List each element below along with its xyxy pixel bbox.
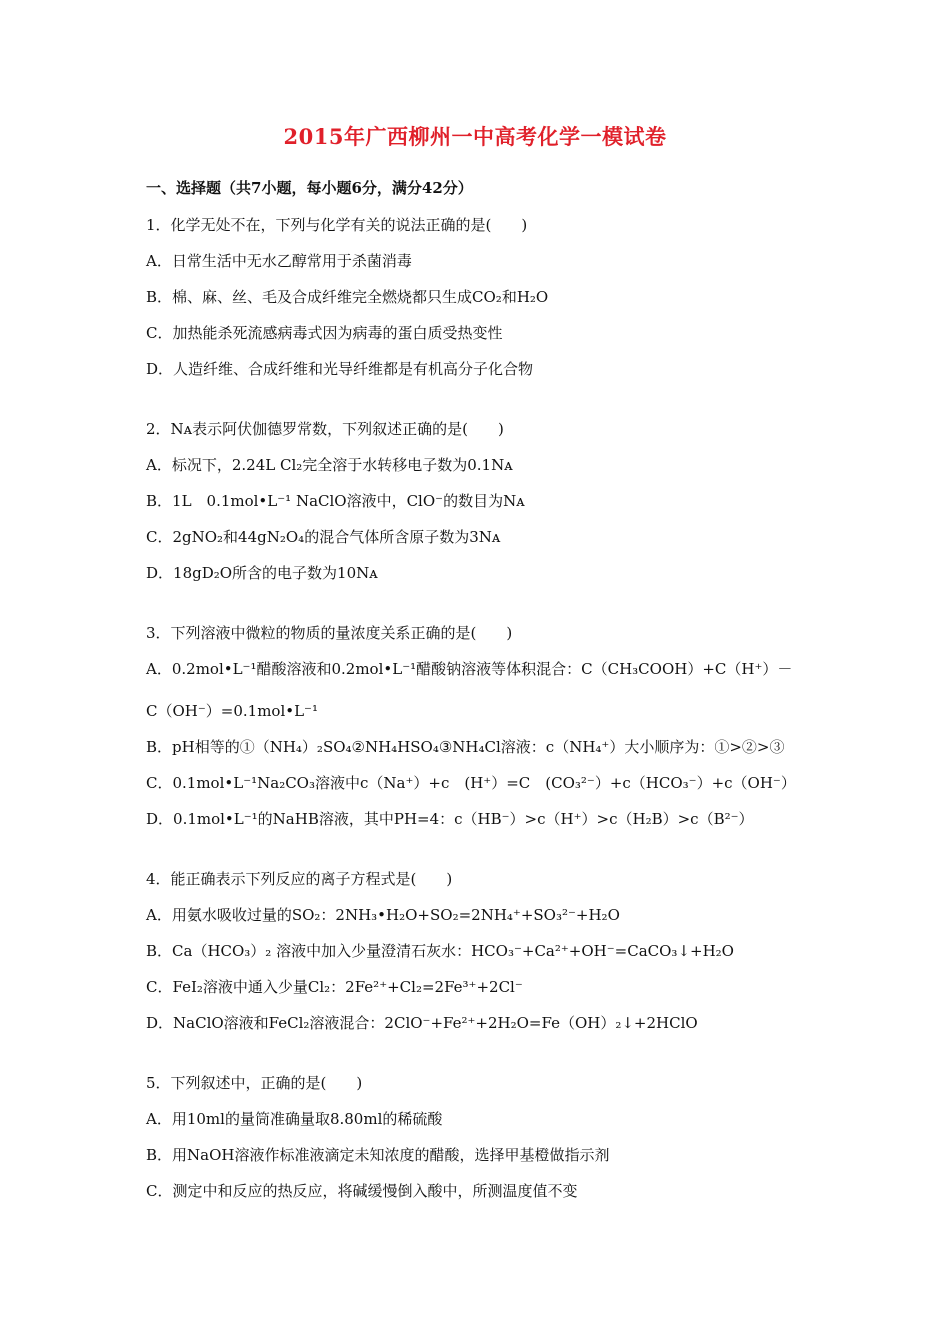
page-title: 2015年广西柳州一中高考化学一模试卷 — [283, 124, 667, 149]
question-5-option-c: C．测定中和反应的热反应，将碱缓慢倒入酸中，所测温度值不变 — [146, 1182, 578, 1200]
question-4-stem: 4．能正确表示下列反应的离子方程式是( ) — [146, 870, 453, 888]
section-heading: 一、选择题（共7小题，每小题6分，满分42分） — [146, 179, 473, 197]
question-4-option-b: B．Ca（HCO₃）₂ 溶液中加入少量澄清石灰水：HCO₃⁻+Ca²⁺+OH⁻=CaCO₃↓+H₂O — [146, 942, 734, 960]
question-1-option-d: D．人造纤维、合成纤维和光导纤维都是有机高分子化合物 — [146, 360, 534, 378]
question-3-option-d: D．0.1mol•L⁻¹的NaHB溶液，其中PH=4：c（HB⁻）>c（H⁺）>c（H₂B）>c（B²⁻） — [146, 810, 754, 828]
question-4-option-a: A．用氨水吸收过量的SO₂：2NH₃•H₂O+SO₂=2NH₄⁺+SO₃²⁻+H₂O — [146, 906, 620, 924]
question-1-option-a: A．日常生活中无水乙醇常用于杀菌消毒 — [146, 252, 412, 270]
question-5-option-b: B．用NaOH溶液作标准液滴定未知浓度的醋酸，选择甲基橙做指示剂 — [146, 1146, 610, 1164]
question-1-option-c: C．加热能杀死流感病毒式因为病毒的蛋白质受热变性 — [146, 324, 503, 342]
question-2-option-b: B．1L 0.1mol•L⁻¹ NaClO溶液中，ClO⁻的数目为Nᴀ — [146, 492, 525, 510]
question-3-option-b: B．pH相等的①（NH₄）₂SO₄②NH₄HSO₄③NH₄Cl溶液：c（NH₄⁺）大小顺序为：①>②>③ — [146, 738, 785, 756]
question-5-stem: 5．下列叙述中，正确的是( ) — [146, 1074, 363, 1092]
question-5-option-a: A．用10ml的量筒准确量取8.80ml的稀硫酸 — [146, 1110, 443, 1128]
question-3-option-a-continued: C（OH⁻）=0.1mol•L⁻¹ — [146, 702, 318, 720]
question-1-stem: 1．化学无处不在，下列与化学有关的说法正确的是( ) — [146, 216, 528, 234]
question-2-option-c: C．2gNO₂和44gN₂O₄的混合气体所含原子数为3Nᴀ — [146, 528, 501, 546]
question-3-stem: 3．下列溶液中微粒的物质的量浓度关系正确的是( ) — [146, 624, 513, 642]
question-2-option-a: A．标况下，2.24L Cl₂完全溶于水转移电子数为0.1Nᴀ — [146, 456, 513, 474]
question-3-option-a: A．0.2mol•L⁻¹醋酸溶液和0.2mol•L⁻¹醋酸钠溶液等体积混合：C（CH₃COOH）+C（H⁺）－ — [146, 660, 793, 678]
question-4-option-c: C．FeI₂溶液中通入少量Cl₂：2Fe²⁺+Cl₂=2Fe³⁺+2Cl⁻ — [146, 978, 523, 996]
question-1-option-b: B．棉、麻、丝、毛及合成纤维完全燃烧都只生成CO₂和H₂O — [146, 288, 549, 306]
question-2-stem: 2．Nᴀ表示阿伏伽德罗常数，下列叙述正确的是( ) — [146, 420, 504, 438]
question-3-option-c: C．0.1mol•L⁻¹Na₂CO₃溶液中c（Na⁺）+c (H⁺）=C (CO₃²⁻）+c（HCO₃⁻）+c（OH⁻） — [146, 774, 796, 792]
question-2-option-d: D．18gD₂O所含的电子数为10Nᴀ — [146, 564, 378, 582]
question-4-option-d: D．NaClO溶液和FeCl₂溶液混合：2ClO⁻+Fe²⁺+2H₂O=Fe（OH）₂↓+2HClO — [146, 1014, 698, 1032]
